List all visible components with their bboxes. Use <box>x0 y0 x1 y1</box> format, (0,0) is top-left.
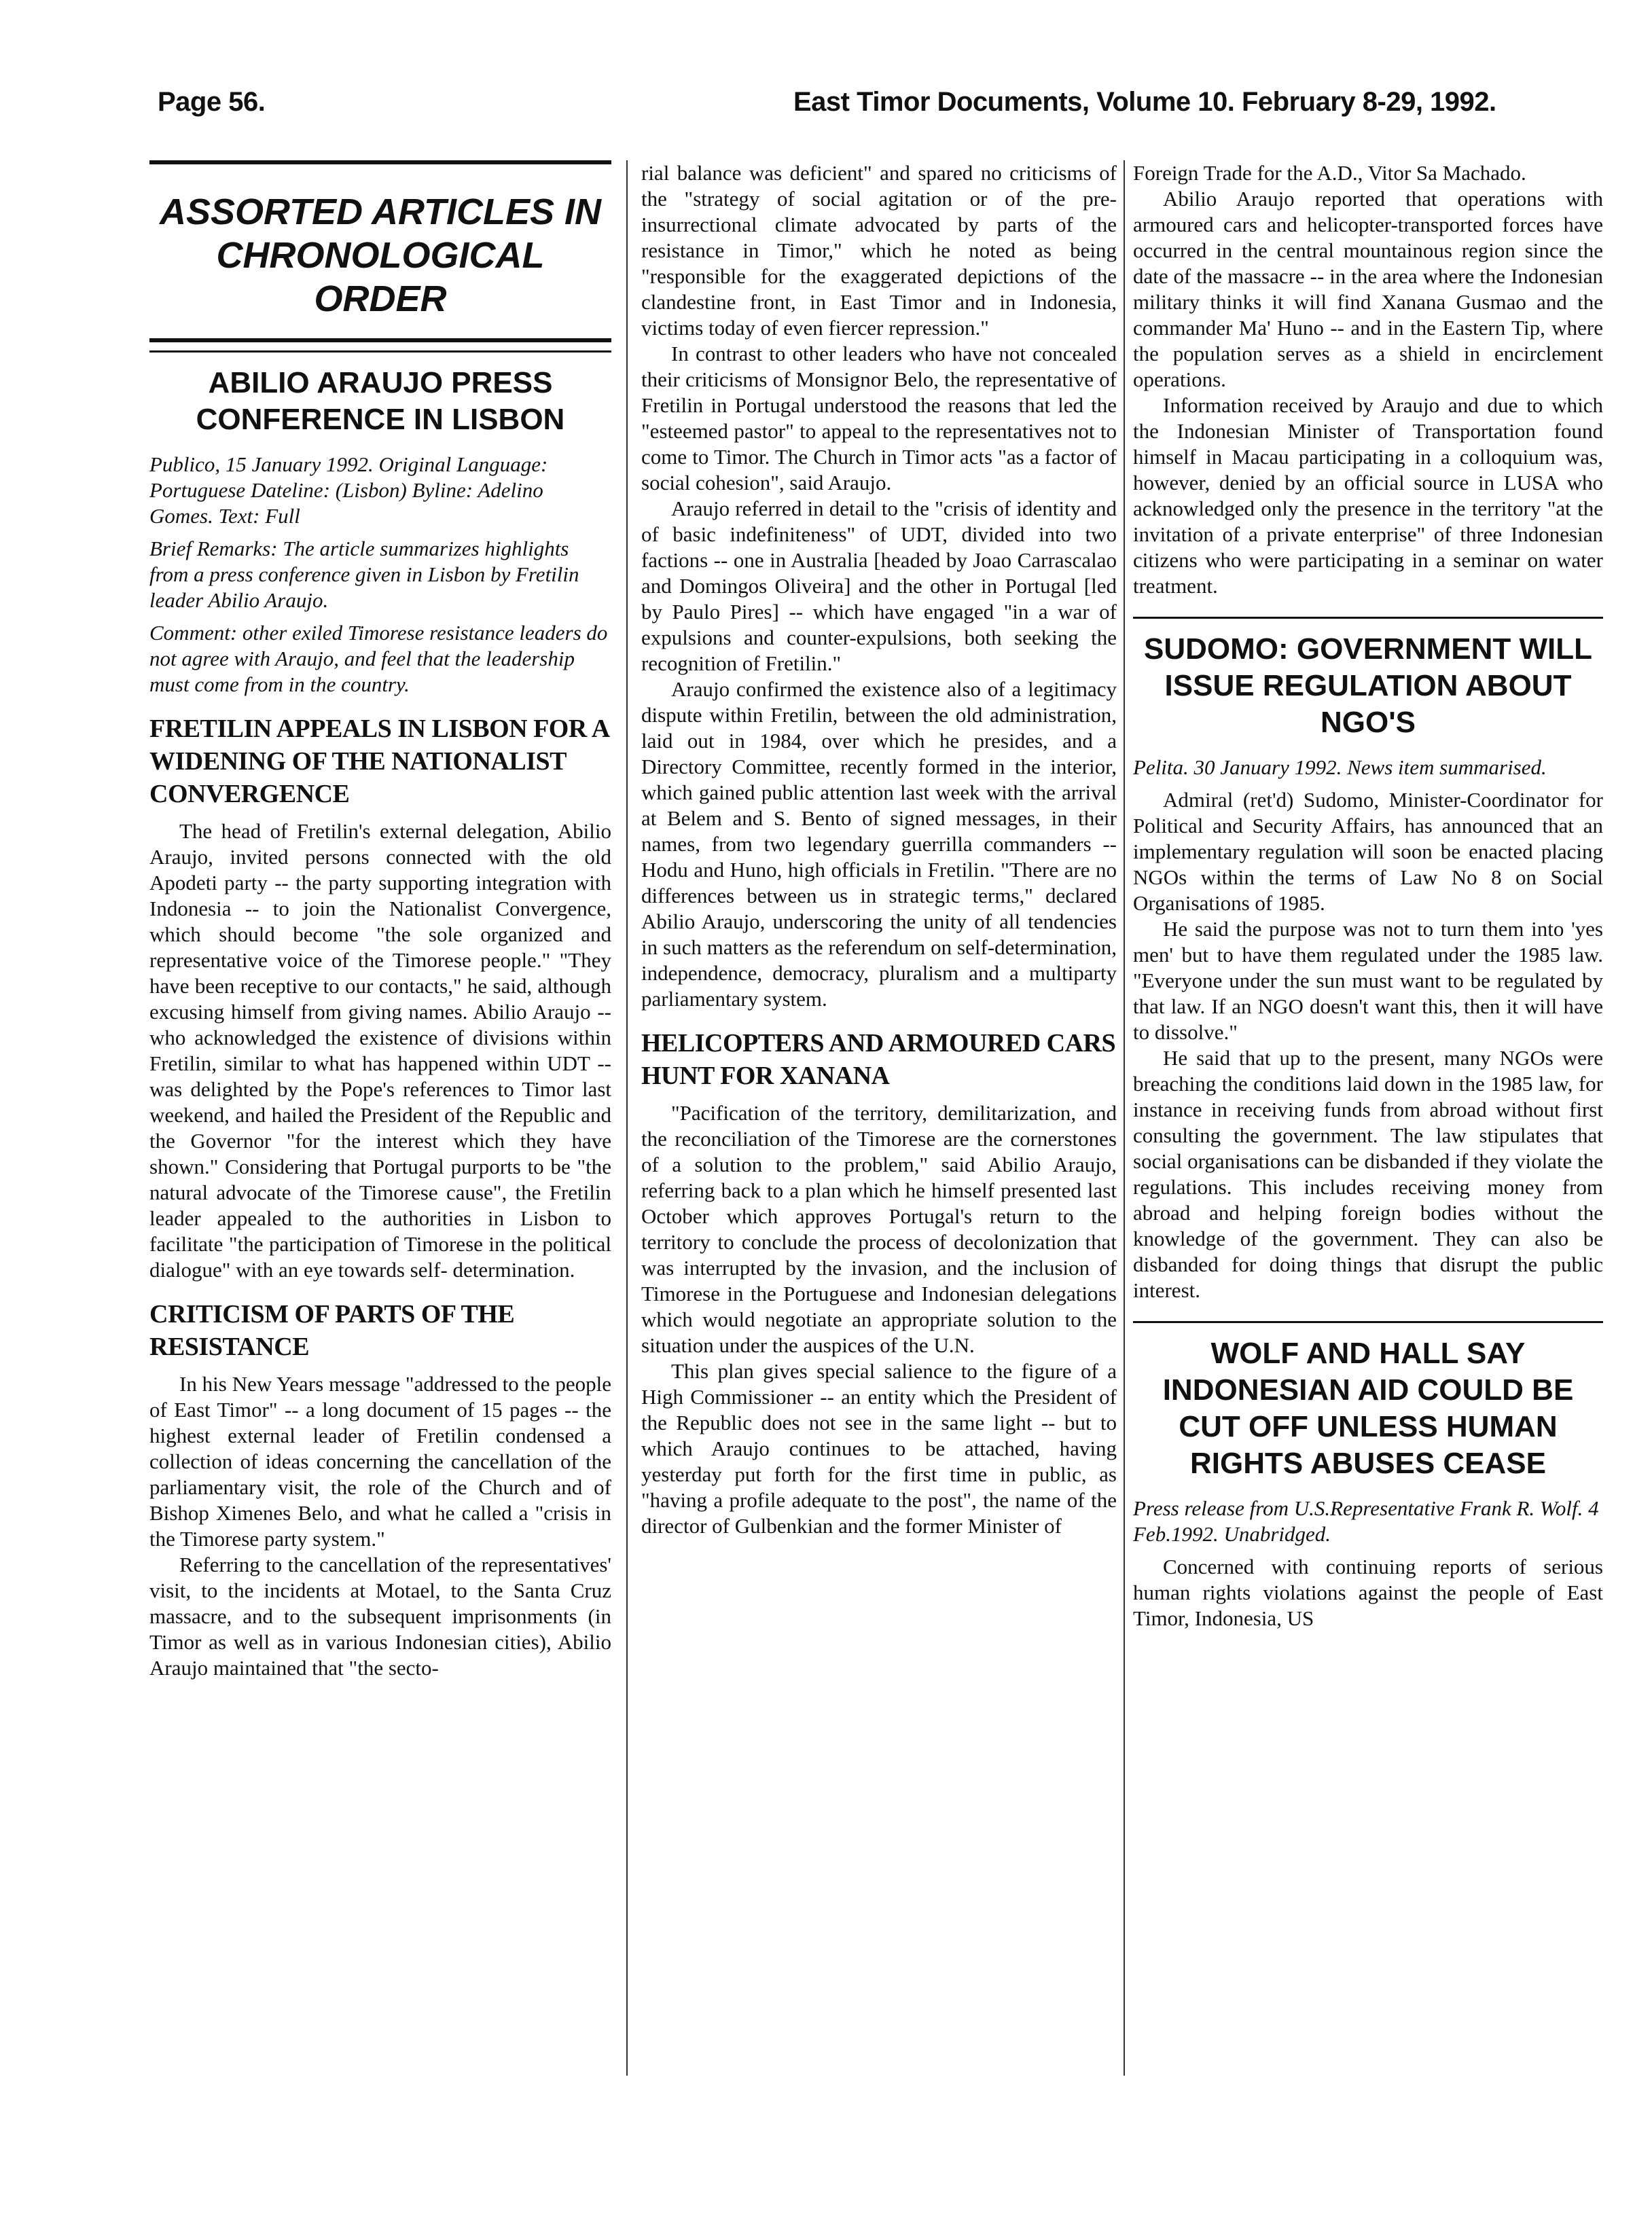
paragraph: Concerned with continuing reports of serious human rights violations against the people of East Timor, Indonesia, US <box>1133 1555 1603 1630</box>
article-source: Pelita. 30 January 1992. News item summarised. <box>1133 755 1547 779</box>
subheading: CRITICISM OF PARTS OF THE RESISTANCE <box>149 1300 515 1361</box>
article-remarks: Brief Remarks: The article summarizes highlights from a press conference given in Lisbon by Fretilin leader Abilio Araujo. <box>149 537 579 612</box>
section-title: ASSORTED ARTICLES IN CHRONOLOGICAL ORDER <box>159 192 602 319</box>
paragraph: Information received by Araujo and due to which the Indonesian Minister of Transportation found himself in Macau participating in a colloquium was, however, denied by an official source in LUSA who acknowledged only the presence in the territory "at the invitation of a private enterprise" of three Indonesian citizens who were participating in a seminar on water treatment. <box>1133 393 1603 598</box>
page-number: Page 56. <box>158 87 266 117</box>
paragraph: In his New Years message "addressed to the people of East Timor" -- a long document of 15 pages -- the highest external leader of Fretilin condensed a collection of ideas concerning the cancellation of the parliamentary visit, the role of the Church and of Bishop Ximenes Belo, and what he called a "crisis in the Timorese party system." <box>149 1372 611 1551</box>
column-1 <box>149 160 611 1681</box>
column-3 <box>1133 160 1603 1631</box>
paragraph: He said the purpose was not to turn them into 'yes men' but to have them regulated under the 1985 law. "Everyone under the sun must want to be regulated by that law. If an NGO doesn't want this, then it will have to dissolve." <box>1133 917 1603 1044</box>
article-comment: Comment: other exiled Timorese resistance leaders do not agree with Araujo, and feel that the leadership must come from in the country. <box>149 621 608 696</box>
paragraph: Abilio Araujo reported that operations with armoured cars and helicopter-transported forces have occurred in the central mountainous region since the date of the massacre -- in the area where the Indonesian military thinks it will find Xanana Gusmao and the commander Ma' Huno -- and in the Eastern Tip, where the population serves as a shield in encirclement operations. <box>1133 187 1603 391</box>
running-header: East Timor Documents, Volume 10. February 8-29, 1992. <box>793 87 1496 117</box>
subheading: FRETILIN APPEALS IN LISBON FOR A WIDENING OF THE NATIONALIST CONVERGENCE <box>149 715 609 808</box>
paragraph: The head of Fretilin's external delegation, Abilio Araujo, invited persons connected with the old Apodeti party -- the party supporting integration with Indonesia -- to join the Nationalist Convergence, which should become "the sole organized and representative voice of the Timorese people." "They have been receptive to our contacts," he said, although excusing himself from giving names. Abilio Araujo -- who acknowledged the existence of divisions within Fretilin, similar to what has happened within UDT -- was delighted by the Pope's references to Timor last weekend, and hailed the President of the Republic and the Governor "for the interest which they have shown." Considering that Portugal purports to be "the natural advocate of the Timorese cause", the Fretilin leader appealed to the authorities in Lisbon to facilitate "the participation of Timorese in the political dialogue" with an eye towards self- determination. <box>149 819 611 1282</box>
paragraph: Foreign Trade for the A.D., Vitor Sa Machado. <box>1133 161 1526 185</box>
article-title: ABILIO ARAUJO PRESS CONFERENCE IN LISBON <box>196 366 565 436</box>
paragraph: Referring to the cancellation of the representatives' visit, to the incidents at Motael, to the Santa Cruz massacre, and to the subsequent imprisonments (in Timor as well as in various Indonesian cities), Abilio Araujo maintained that "the secto- <box>149 1553 611 1680</box>
paragraph: Araujo confirmed the existence also of a legitimacy dispute within Fretilin, between the old administration, laid out in 1984, over which he presides, and a Directory Committee, recently formed in the interior, which gained public attention last week with the arrival at Belem and S. Bento of signed messages, in their names, from two legendary guerrilla commanders -- Hodu and Huno, high officials in Fretilin. "There are no differences between us in strategic terms," declared Abilio Araujo, underscoring the unity of all tendencies in such matters as the referendum on self-determination, independence, democracy, pluralism and a multiparty parliamentary system. <box>641 677 1117 1011</box>
article-title: WOLF AND HALL SAY INDONESIAN AID COULD BE CUT OFF UNLESS HUMAN RIGHTS ABUSES CEASE <box>1162 1337 1574 1480</box>
column-divider-1 <box>626 160 628 2076</box>
paragraph: "Pacification of the territory, demilitarization, and the reconciliation of the Timorese are the cornerstones of a solution to the problem," said Abilio Araujo, referring back to a plan which he himself presented last October which approves Portugal's return to the territory to conclude the process of decolonization that was interrupted by the invasion, and the inclusion of Timorese in the Portuguese and Indonesian delegations which would negotiate an appropriate solution to the situation under the auspices of the U.N. <box>641 1101 1117 1357</box>
paragraph: rial balance was deficient" and spared no criticisms of the "strategy of social agitation or of the pre-insurrectional climate advocated by parts of the resistance in Timor," which he noted as being "responsible for the exaggerated depictions of the clandestine front, in East Timor and in Indonesia, victims today of even fiercer repression." <box>641 161 1117 340</box>
column-divider-2 <box>1124 160 1125 2076</box>
article-title: SUDOMO: GOVERNMENT WILL ISSUE REGULATION ABOUT NGO'S <box>1144 632 1592 739</box>
column-2 <box>641 160 1117 1539</box>
paragraph: Araujo referred in detail to the "crisis of identity and of basic indefiniteness" of UDT, divided into two factions -- one in Australia [headed by Joao Carrascalao and Domingos Oliveira] and the other in Portugal [led by Paulo Pires] -- which have engaged "in a war of expulsions and counter-expulsions, both seeking the recognition of Fretilin." <box>641 496 1117 675</box>
article-source: Publico, 15 January 1992. Original Language: Portuguese Dateline: (Lisbon) Byline: Adelino Gomes. Text: Full <box>149 452 548 528</box>
paragraph: In contrast to other leaders who have not concealed their criticisms of Monsignor Belo, the representative of Fretilin in Portugal understood the reasons that led the "esteemed pastor" to appeal to the representatives not to come to Timor. The Church in Timor acts "as a factor of social cohesion", said Araujo. <box>641 342 1117 494</box>
paragraph: Admiral (ret'd) Sudomo, Minister-Coordinator for Political and Security Affairs, has announced that an implementary regulation will soon be enacted placing NGOs within the terms of Law No 8 on Social Organisations of 1985. <box>1133 788 1603 915</box>
paragraph: This plan gives special salience to the figure of a High Commissioner -- an entity which the President of the Republic does not see in the same light -- but to which Araujo continues to be attached, having yesterday put forth for the first time in public, as "having a profile adequate to the post", the name of the director of Gulbenkian and the former Minister of <box>641 1359 1117 1538</box>
paragraph: He said that up to the present, many NGOs were breaching the conditions laid down in the 1985 law, for instance in receiving funds from abroad without first consulting the government. The law stipulates that social organisations can be disbanded if they violate the regulations. This includes receiving money from abroad and helping foreign bodies without the knowledge of the government. They can also be disbanded for doing things that disrupt the public interest. <box>1133 1046 1603 1302</box>
article-source: Press release from U.S.Representative Frank R. Wolf. 4 Feb.1992. Unabridged. <box>1133 1496 1599 1546</box>
subheading: HELICOPTERS AND ARMOURED CARS HUNT FOR XANANA <box>641 1029 1116 1090</box>
